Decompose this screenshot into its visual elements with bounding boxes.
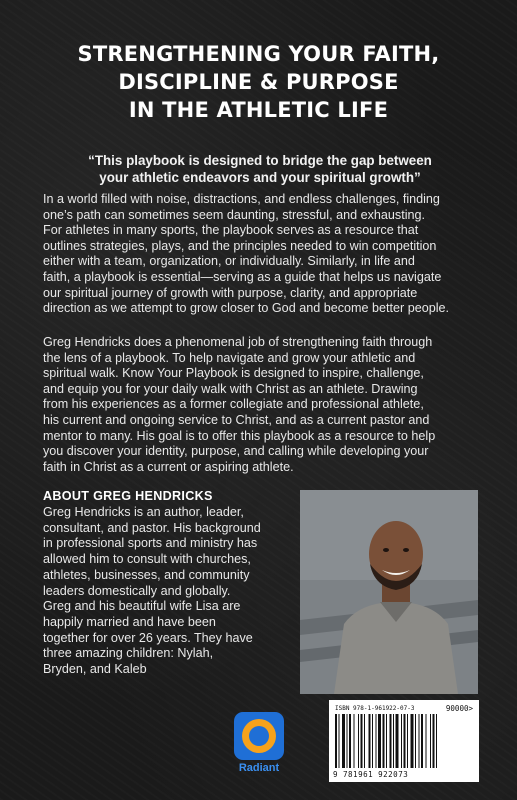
- bio-line: consultant, and pastor. His background: [43, 520, 261, 535]
- barcode-bar: [411, 714, 414, 768]
- intro-line: For athletes in many sports, the playbook serves as a resource that: [43, 223, 419, 238]
- barcode-bar: [390, 714, 392, 768]
- intro-line: direction as we attempt to grow closer to God and become better people.: [43, 301, 450, 316]
- barcode-bar: [376, 714, 377, 768]
- barcode-bar: [361, 714, 363, 768]
- description-line: Greg Hendricks does a phenomenal job of strengthening faith through: [43, 335, 433, 349]
- bio-line: Greg Hendricks is an author, leader,: [43, 505, 244, 519]
- barcode-bar: [421, 714, 423, 768]
- price-code: 90000>: [445, 704, 473, 713]
- bio-line: happily married and have been: [43, 614, 216, 629]
- publisher-logo: [230, 712, 288, 774]
- barcode-bar: [419, 714, 420, 768]
- description-line: and equip you for your daily walk with Christ as an athlete. Drawing: [43, 381, 418, 396]
- bio-line: in professional sports and ministry has: [43, 536, 258, 551]
- description-line: from his experiences as a former collegiate and professional athlete,: [43, 397, 424, 412]
- author-portrait-illustration: [300, 490, 478, 694]
- pull-quote-line-1: “This playbook is designed to bridge the gap between: [88, 153, 432, 168]
- barcode-bar: [430, 714, 431, 768]
- barcode-bar: [339, 714, 340, 768]
- headline-line-2: DISCIPLINE & PURPOSE: [118, 70, 399, 94]
- barcode-bar: [354, 714, 355, 768]
- bio-line: Bryden, and Kaleb: [43, 662, 147, 677]
- description-line: spiritual walk. Know Your Playbook is designed to inspire, challenge,: [43, 366, 424, 381]
- radiant-sun-icon: [230, 712, 288, 774]
- bio-line: athletes, businesses, and community: [43, 567, 250, 582]
- headline: [0, 40, 517, 124]
- description-line: mentor to many. His goal is to offer this playbook as a resource to help: [43, 428, 436, 443]
- publisher-name: Radiant: [238, 762, 280, 774]
- barcode-bar: [364, 714, 365, 768]
- bio-line: Greg and his beautiful wife Lisa are: [43, 599, 241, 614]
- author-bio: [43, 505, 293, 678]
- bio-line: allowed him to consult with churches,: [43, 552, 251, 567]
- intro-line: our spiritual journey of growth with purpose, clarity, and appropriate: [43, 285, 418, 300]
- about-author-heading: ABOUT GREG HENDRICKS: [43, 489, 213, 503]
- barcode-bar: [433, 714, 435, 768]
- description-line: his current and ongoing service to Christ, and as a current pastor and: [43, 412, 430, 427]
- barcode-bar: [369, 714, 371, 768]
- intro-line: outlines strategies, plays, and the principles needed to win competition: [43, 238, 437, 253]
- description-line: faith in Christ as a current or aspiring athlete.: [43, 459, 294, 474]
- barcode-bar: [404, 714, 406, 768]
- barcode-bar: [383, 714, 385, 768]
- barcode-bar: [396, 714, 399, 768]
- intro-line: faith, a playbook is essential—serving as a guide that helps us navigate: [43, 269, 442, 284]
- barcode-bar: [436, 714, 437, 768]
- headline-line-1: STRENGTHENING YOUR FAITH,: [77, 42, 440, 66]
- bio-line: three amazing children: Nylah,: [43, 646, 214, 661]
- intro-line: one’s path can sometimes seem daunting, stressful, and exhausting.: [43, 207, 426, 222]
- description-line: you discover your identity, purpose, and calling while developing your: [43, 444, 429, 459]
- barcode-bar: [378, 714, 381, 768]
- barcode-bar: [407, 714, 408, 768]
- barcode-bar: [358, 714, 359, 768]
- barcode-bar: [415, 714, 416, 768]
- barcode-bar: [426, 714, 427, 768]
- bio-line: leaders domestically and globally.: [43, 583, 231, 598]
- intro-line: In a world filled with noise, distractions, and endless challenges, finding: [43, 192, 440, 206]
- isbn-barcode: [329, 700, 479, 782]
- pull-quote: [60, 152, 460, 186]
- barcode-bar: [393, 714, 394, 768]
- barcode-bar: [401, 714, 402, 768]
- author-photo: [300, 490, 478, 694]
- headline-line-3: IN THE ATHLETIC LIFE: [128, 98, 389, 122]
- description-line: the lens of a playbook. To help navigate and grow your athletic and: [43, 350, 416, 365]
- barcode-bar: [372, 714, 373, 768]
- intro-paragraph: [43, 192, 483, 317]
- pull-quote-line-2: your athletic endeavors and your spiritual growth”: [99, 170, 421, 185]
- barcode-bars: [335, 714, 473, 768]
- barcode-bar: [386, 714, 387, 768]
- barcode-bar: [349, 714, 351, 768]
- barcode-bar: [342, 714, 345, 768]
- isbn-label: ISBN 978-1-961922-07-3: [335, 705, 415, 712]
- barcode-bar: [347, 714, 348, 768]
- isbn-digits: 9 781961 922073: [333, 770, 409, 779]
- barcode-bar: [335, 714, 337, 768]
- bio-line: together for over 26 years. They have: [43, 630, 253, 645]
- intro-line: either with a team, organization, or individually. Similarly, in life and: [43, 254, 415, 269]
- description-paragraph: [43, 335, 483, 475]
